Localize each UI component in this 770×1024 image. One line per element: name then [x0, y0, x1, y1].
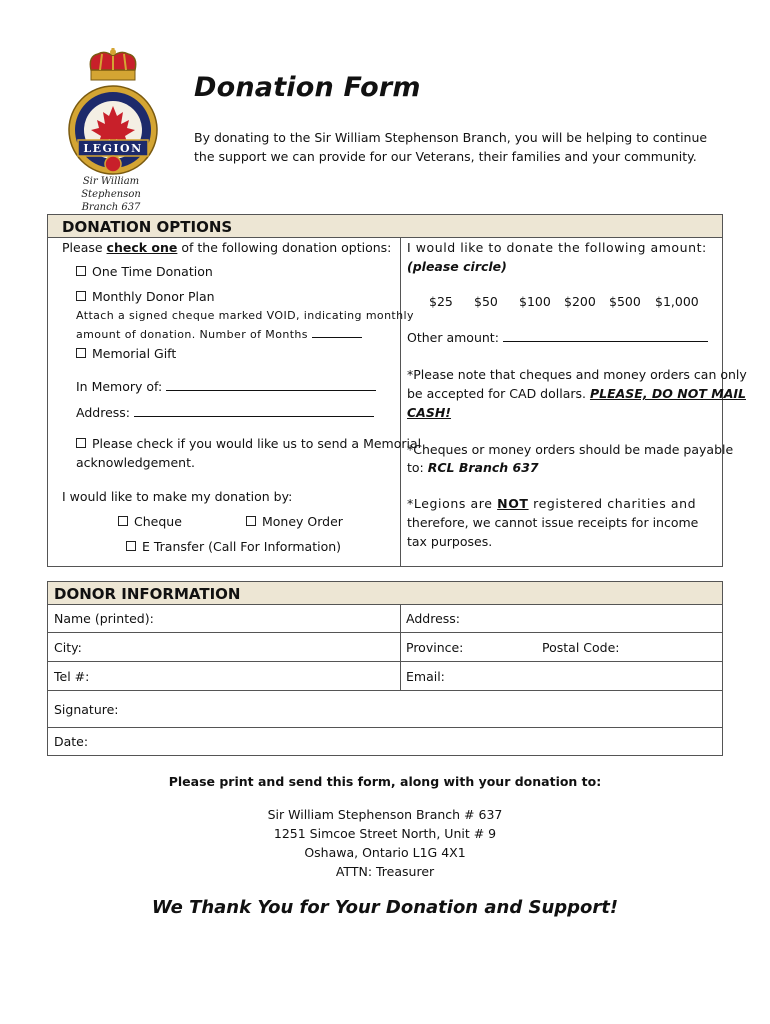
note-payable-line2: to: RCL Branch 637 — [407, 460, 539, 475]
note-cad-line3: CASH! — [407, 405, 452, 420]
amount-label: I would like to donate the following amount: — [407, 240, 707, 255]
checkbox-icon[interactable] — [76, 291, 86, 301]
option-one-time[interactable]: One Time Donation — [76, 264, 213, 279]
donor-name-field[interactable]: Name (printed): — [54, 611, 154, 626]
option-monthly[interactable]: Monthly Donor Plan — [76, 289, 215, 304]
thank-you: We Thank You for Your Donation and Support! — [151, 897, 619, 918]
branch-signature: Sir William Stephenson Branch 637 — [81, 176, 141, 213]
amount-1000[interactable]: $1,000 — [655, 294, 699, 309]
checkbox-icon[interactable] — [76, 266, 86, 276]
please-circle: (please circle) — [407, 259, 507, 274]
amount-100[interactable]: $100 — [519, 294, 551, 309]
mail-line3: Oshawa, Ontario L1G 4X1 — [304, 845, 466, 860]
method-cheque[interactable]: Cheque — [118, 514, 182, 529]
amount-500[interactable]: $500 — [609, 294, 641, 309]
intro-text: By donating to the Sir William Stephenson Branch, you will be helping to continue the support we can provide for our Veterans, their families and your community. — [194, 130, 708, 164]
mail-line1: Sir William Stephenson Branch # 637 — [267, 807, 503, 822]
amount-200[interactable]: $200 — [564, 294, 596, 309]
checkbox-icon[interactable] — [76, 348, 86, 358]
note-cad-line1: *Please note that cheques and money orders can only — [407, 367, 747, 382]
mail-instruction: Please print and send this form, along with your donation to: — [168, 774, 602, 789]
donor-info-section — [47, 581, 723, 756]
in-memory-field[interactable]: In Memory of: — [76, 378, 376, 394]
months-field[interactable] — [312, 325, 362, 338]
note-cad-line2: be accepted for CAD dollars. PLEASE, DO NOT MAIL — [407, 386, 746, 401]
donor-signature-field[interactable]: Signature: — [54, 702, 119, 717]
donor-city-field[interactable]: City: — [54, 640, 82, 655]
donation-options-header: DONATION OPTIONS — [48, 215, 722, 238]
method-money-order[interactable]: Money Order — [246, 514, 343, 529]
note-charity-line1: *Legions are NOT registered charities and — [407, 496, 697, 511]
checkbox-icon[interactable] — [118, 516, 128, 526]
donor-date-field[interactable]: Date: — [54, 734, 89, 749]
amount-50[interactable]: $50 — [474, 294, 498, 309]
checkbox-icon[interactable] — [246, 516, 256, 526]
note-payable-line1: *Cheques or money orders should be made payable — [407, 442, 734, 457]
instruction: Please check one of the following donation options: — [62, 240, 392, 255]
monthly-note-2: amount of donation. Number of Months — [76, 325, 362, 341]
mail-line2: 1251 Simcoe Street North, Unit # 9 — [273, 826, 497, 841]
monthly-note-1: Attach a signed cheque marked VOID, indicating monthly — [76, 309, 414, 322]
ack-option-line1[interactable]: Please check if you would like us to send a Memorial — [76, 436, 421, 451]
note-charity-line2: therefore, we cannot issue receipts for income — [407, 515, 699, 530]
donor-address-field[interactable]: Address: — [406, 611, 460, 626]
note-charity-line3: tax purposes. — [407, 534, 493, 549]
page-title: Donation Form — [194, 72, 421, 103]
method-label: I would like to make my donation by: — [62, 489, 293, 504]
donor-province-field[interactable]: Province: — [406, 640, 464, 655]
mail-line4: ATTN: Treasurer — [335, 864, 435, 879]
donor-email-field[interactable]: Email: — [406, 669, 445, 684]
memorial-address-field[interactable]: Address: — [76, 404, 374, 420]
donor-tel-field[interactable]: Tel #: — [54, 669, 90, 684]
checkbox-icon[interactable] — [76, 438, 86, 448]
ack-option-line2: acknowledgement. — [76, 455, 195, 470]
checkbox-icon[interactable] — [126, 541, 136, 551]
other-amount-field[interactable]: Other amount: — [407, 329, 708, 345]
amount-25[interactable]: $25 — [429, 294, 453, 309]
option-memorial[interactable]: Memorial Gift — [76, 346, 176, 361]
crown-icon — [90, 48, 135, 80]
donor-postal-field[interactable]: Postal Code: — [542, 640, 620, 655]
method-etransfer[interactable]: E Transfer (Call For Information) — [126, 539, 341, 554]
svg-text:LEGION: LEGION — [83, 142, 143, 155]
donor-info-header: DONOR INFORMATION — [48, 582, 722, 605]
